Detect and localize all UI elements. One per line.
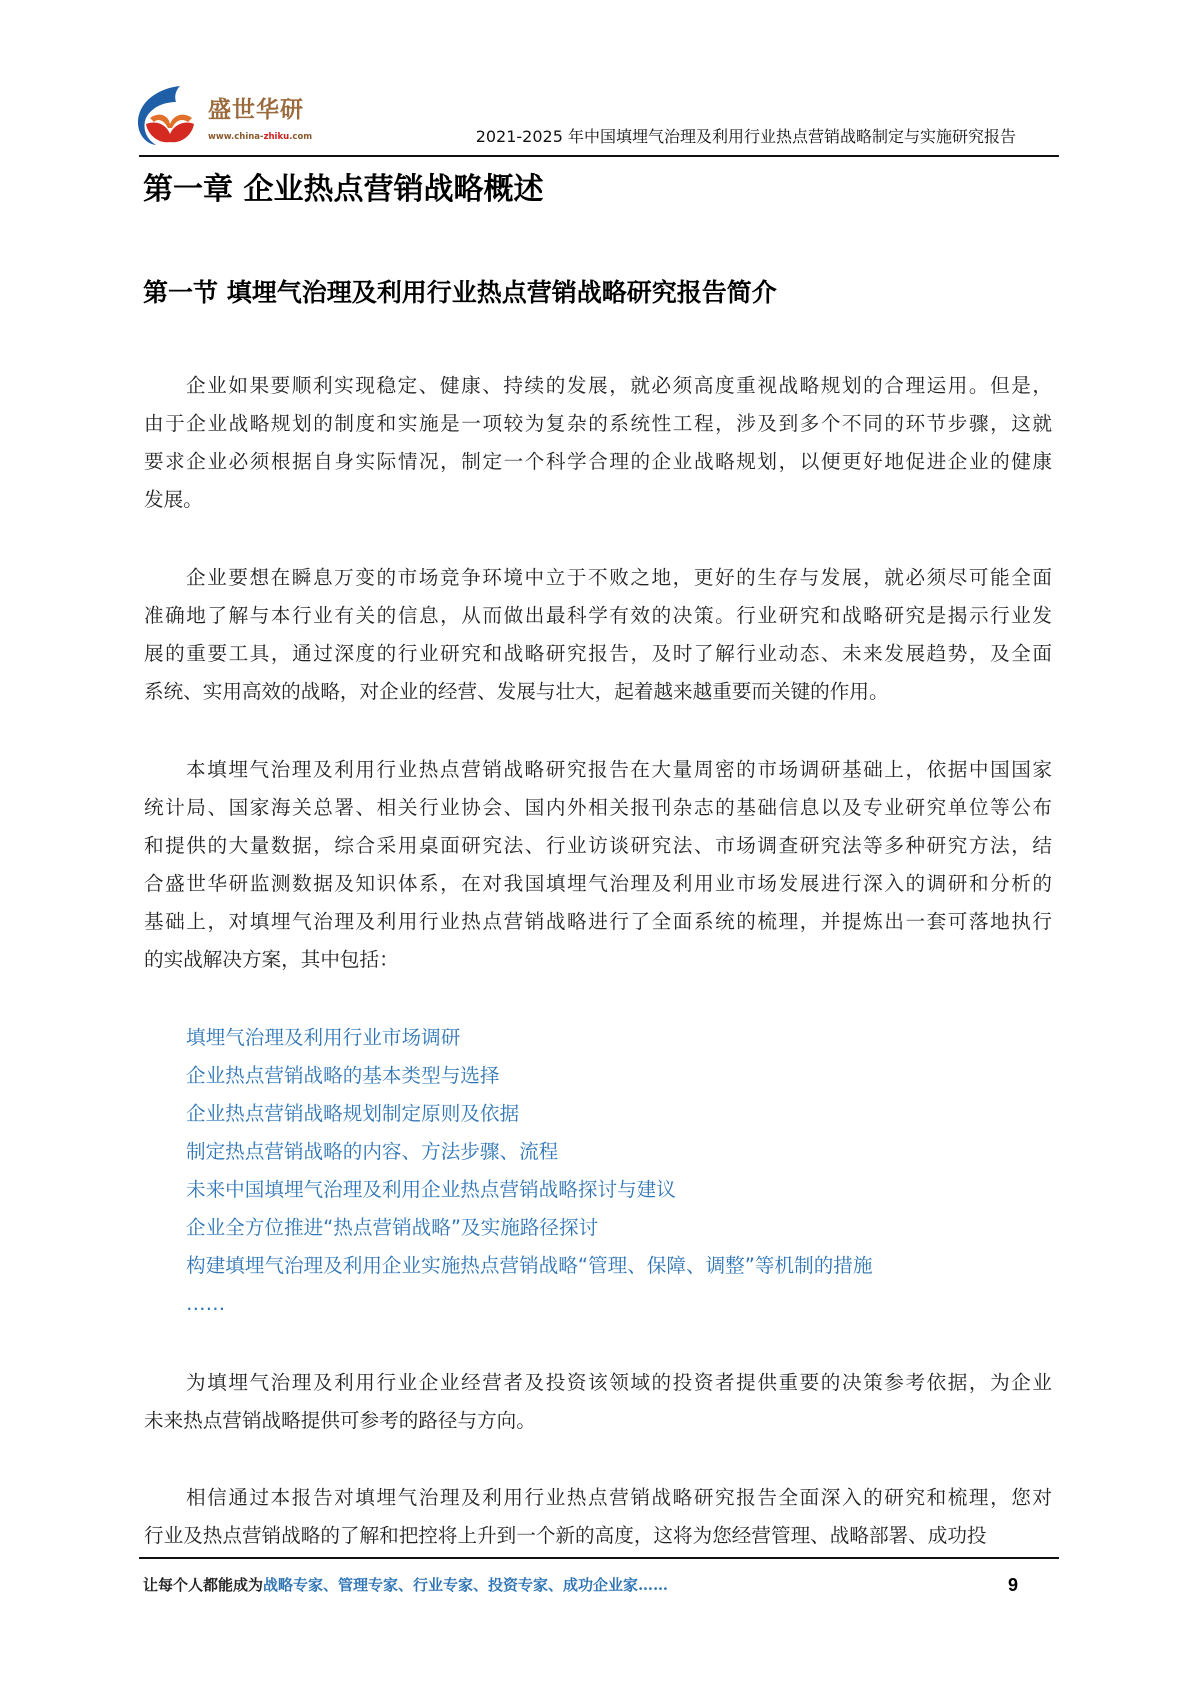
list-item-link[interactable]: 企业热点营销战略规划制定原则及依据 <box>186 1102 520 1125</box>
paragraph-line: 企业如果要顺利实现稳定、健康、持续的发展，就必须高度重视战略规划的合理运用。但是， <box>186 374 1052 397</box>
chapter-title: 第一章 企业热点营销战略概述 <box>143 172 544 207</box>
company-logo <box>132 82 312 148</box>
report-title: 2021-2025 年中国填埋气治理及利用行业热点营销战略制定与实施研究报告 <box>475 127 1016 146</box>
paragraph-line: 展的重要工具，通过深度的行业研究和战略研究报告，及时了解行业动态、未来发展趋势，及全面 <box>144 642 1052 665</box>
solution-list <box>186 1019 873 1323</box>
logo-url: www.china-zhiku.com <box>208 132 313 142</box>
section-title: 第一节 填埋气治理及利用行业热点营销战略研究报告简介 <box>143 278 777 307</box>
paragraph-line: 行业及热点营销战略的了解和把控将上升到一个新的高度，这将为您经营管理、战略部署、成功投 <box>144 1524 987 1547</box>
list-item-link[interactable]: …… <box>186 1292 226 1315</box>
paragraph-line: 合盛世华研监测数据及知识体系，在对我国填埋气治理及利用业市场发展进行深入的调研和分析的 <box>144 872 1052 895</box>
list-item-link[interactable]: 企业全方位推进“热点营销战略”及实施路径探讨 <box>186 1216 599 1239</box>
paragraph-line: 统计局、国家海关总署、相关行业协会、国内外相关报刊杂志的基础信息以及专业研究单位等公布 <box>144 796 1052 819</box>
paragraph <box>144 559 1052 711</box>
paragraph-line: 和提供的大量数据，综合采用桌面研究法、行业访谈研究法、市场调查研究法等多种研究方法，结 <box>144 834 1052 857</box>
paragraph-line: 为填埋气治理及利用行业企业经营者及投资该领域的投资者提供重要的决策参考依据，为企业 <box>186 1371 1052 1394</box>
paragraph-line: 准确地了解与本行业有关的信息，从而做出最科学有效的决策。行业研究和战略研究是揭示行业发 <box>144 604 1052 627</box>
header-divider <box>139 155 1059 157</box>
paragraph <box>144 367 1052 519</box>
footer-slogan <box>143 1574 668 1596</box>
footer-lead: 让每个人都能成为 <box>143 1576 264 1594</box>
paragraph-line: 的实战解决方案，其中包括： <box>144 948 399 971</box>
paragraph-line: 企业要想在瞬息万变的市场竞争环境中立于不败之地，更好的生存与发展，就必须尽可能全面 <box>186 566 1052 589</box>
logo-brand-text: 盛世华研 <box>208 97 304 123</box>
list-item-link[interactable]: 填埋气治理及利用行业市场调研 <box>186 1026 461 1049</box>
list-item-link[interactable]: 未来中国填埋气治理及利用企业热点营销战略探讨与建议 <box>186 1178 676 1201</box>
paragraph-line: 由于企业战略规划的制度和实施是一项较为复杂的系统性工程，涉及到多个不同的环节步骤，这就 <box>144 412 1052 435</box>
list-item-link[interactable]: 构建填埋气治理及利用企业实施热点营销战略“管理、保障、调整”等机制的措施 <box>186 1254 873 1277</box>
list-item-link[interactable]: 制定热点营销战略的内容、方法步骤、流程 <box>186 1140 559 1163</box>
footer-divider <box>139 1557 1059 1559</box>
paragraph <box>144 1479 1052 1555</box>
paragraph-line: 要求企业必须根据自身实际情况，制定一个科学合理的企业战略规划，以便更好地促进企业的健康 <box>144 450 1052 473</box>
paragraph <box>144 751 1052 979</box>
paragraph-line: 系统、实用高效的战略，对企业的经营、发展与壮大，起着越来越重要而关键的作用。 <box>144 680 889 703</box>
paragraph-line: 发展。 <box>144 488 203 511</box>
list-item-link[interactable]: 企业热点营销战略的基本类型与选择 <box>186 1064 500 1087</box>
paragraph-line: 相信通过本报告对填埋气治理及利用行业热点营销战略研究报告全面深入的研究和梳理，您对 <box>186 1486 1052 1509</box>
logo-book-icon <box>132 84 202 146</box>
page-number: 9 <box>1008 1575 1019 1595</box>
footer-highlight: 战略专家、管理专家、行业专家、投资专家、成功企业家…… <box>263 1576 669 1594</box>
paragraph-line: 基础上，对填埋气治理及利用行业热点营销战略进行了全面系统的梳理，并提炼出一套可落地执行 <box>144 910 1052 933</box>
paragraph-line: 本填埋气治理及利用行业热点营销战略研究报告在大量周密的市场调研基础上，依据中国国家 <box>186 758 1052 781</box>
paragraph-line: 未来热点营销战略提供可参考的路径与方向。 <box>144 1409 536 1432</box>
paragraph <box>144 1364 1052 1440</box>
